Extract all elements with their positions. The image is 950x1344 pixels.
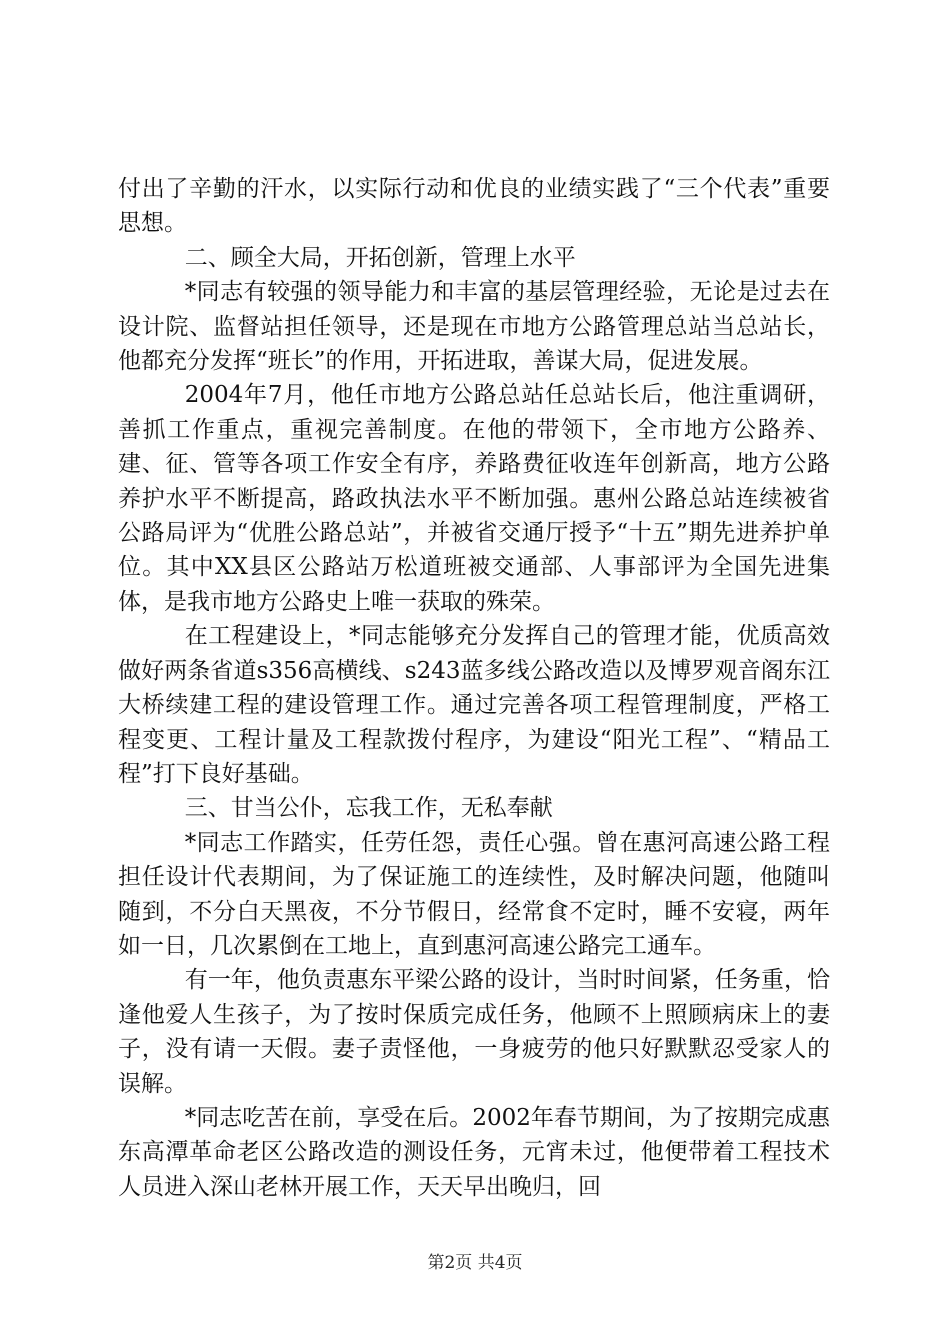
paragraph-9: *同志吃苦在前，享受在后。2002年春节期间，为了按期完成惠东高潭革命老区公路改造的测设任务，元宵未过，他便带着工程技术人员进入深山老林开展工作，天天早出晚归，回 [118, 1104, 830, 1200]
section-heading-3: 三、甘当公仆，忘我工作，无私奉献 [184, 795, 553, 822]
paragraph-4: 2004年7月，他任市地方公路总站任总站长后，他注重调研，善抓工作重点，重视完善制度。在他的带领下，全市地方公路养、建、征、管等各项工作安全有序，养路费征收连年创新高，地方公路养护水平不断提高，路政执法水平不断加强。惠州公路总站连续被省公路局评为“优胜公路总站”，并被省交通厅授予“十五”期先进养护单位。其中XX县区公路站万松道班被交通部、人事部评为全国先进集体，是我市地方公路史上唯一获取的殊荣。 [118, 382, 830, 615]
paragraph-1: 付出了辛勤的汗水，以实际行动和优良的业绩实践了“三个代表”重要思想。 [118, 176, 830, 237]
page-footer [0, 1248, 950, 1273]
paragraph-3: *同志有较强的领导能力和丰富的基层管理经验，无论是过去在设计院、监督站担任领导，还是现在市地方公路管理总站当总站长，他都充分发挥“班长”的作用，开拓进取，善谋大局，促进发展。 [118, 279, 830, 375]
document-body [118, 172, 830, 1204]
paragraph-5: 在工程建设上，*同志能够充分发挥自己的管理才能，优质高效做好两条省道s356高横线、s243蓝多线公路改造以及博罗观音阁东江大桥续建工程的建设管理工作。通过完善各项工程管理制度，严格工程变更、工程计量及工程款拨付程序，为建设“阳光工程”、“精品工程”打下良好基础。 [118, 623, 830, 787]
paragraph-7: *同志工作踏实，任劳任怨，责任心强。曾在惠河高速公路工程担任设计代表期间，为了保证施工的连续性，及时解决问题，他随叫随到，不分白天黑夜，不分节假日，经常食不定时，睡不安寝，两年如一日，几次累倒在工地上，直到惠河高速公路完工通车。 [118, 829, 830, 959]
page-number-label: 第2页 共4页 [427, 1253, 523, 1273]
section-heading-2: 二、顾全大局，开拓创新，管理上水平 [184, 244, 576, 271]
paragraph-8: 有一年，他负责惠东平梁公路的设计，当时时间紧，任务重，恰逢他爱人生孩子，为了按时保质完成任务，他顾不上照顾病床上的妻子，没有请一天假。妻子责怪他，一身疲劳的他只好默默忍受家人的误解。 [118, 967, 830, 1097]
